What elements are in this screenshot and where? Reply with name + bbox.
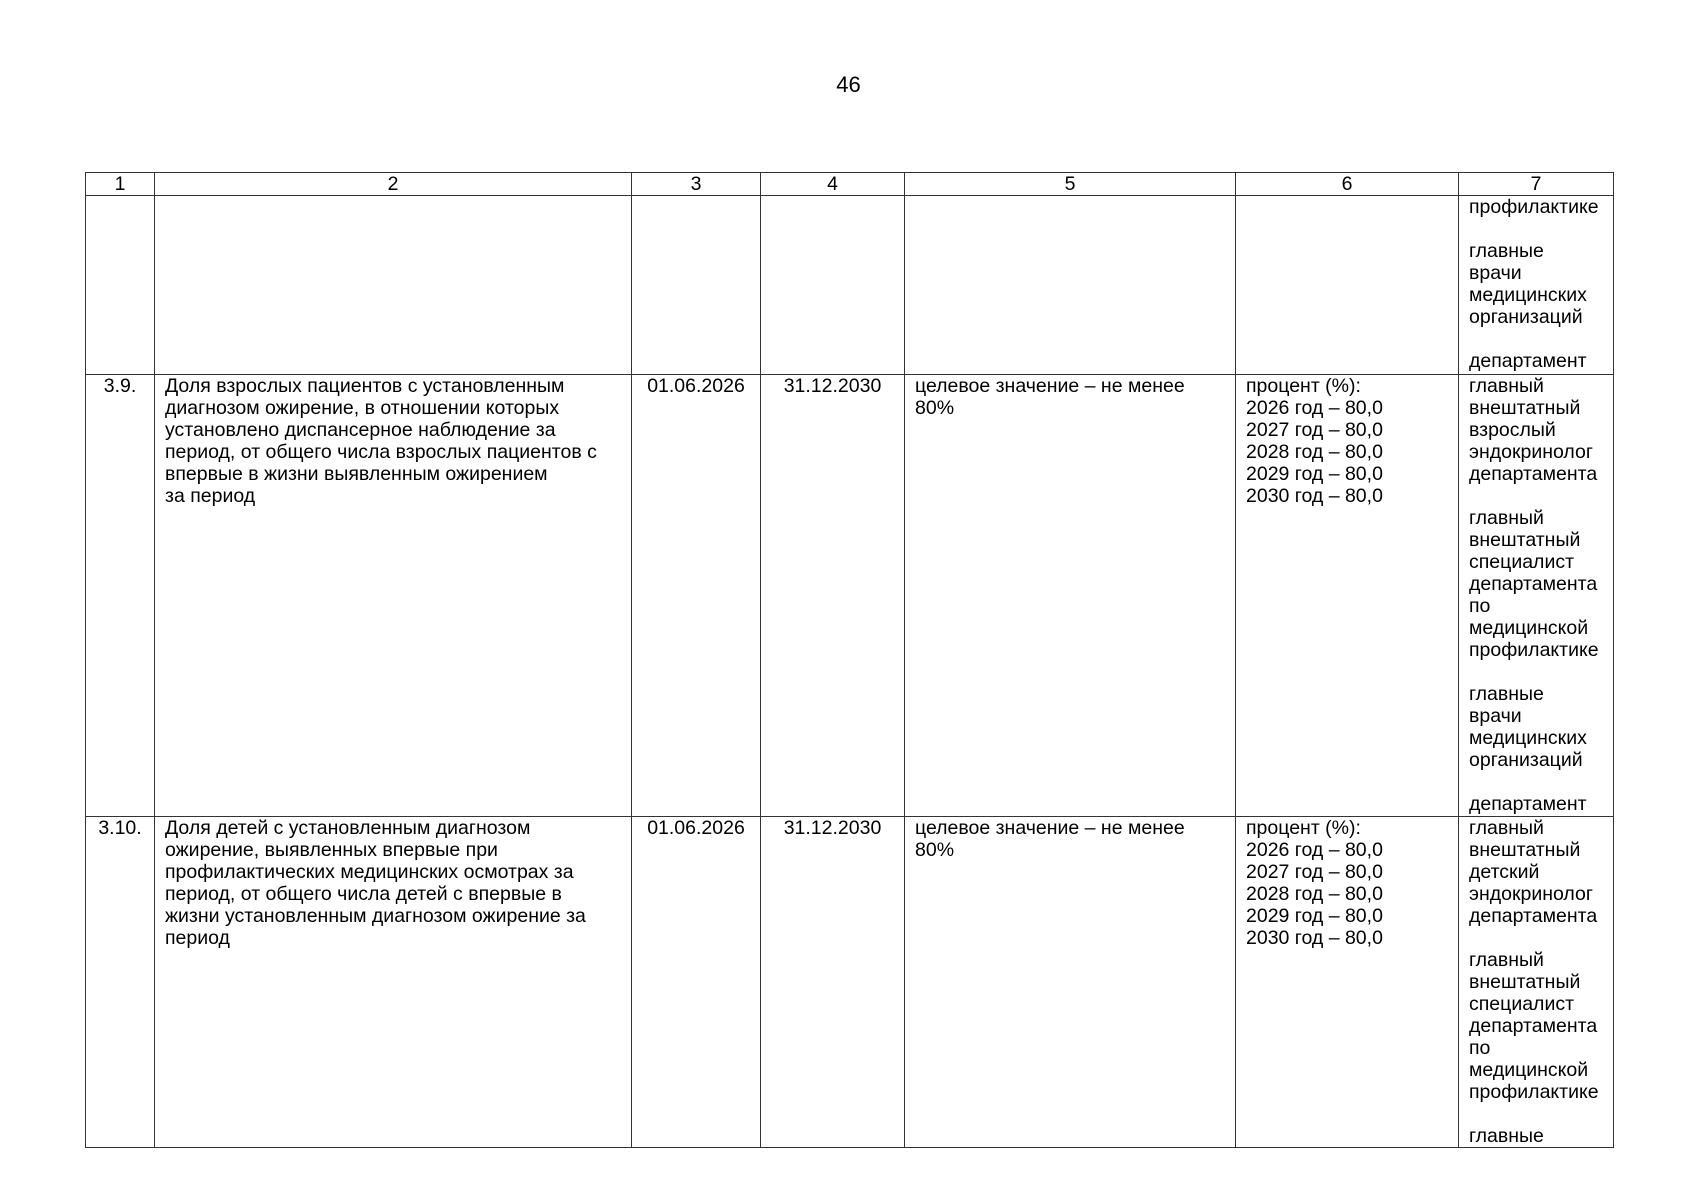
row-target-cell: [905, 817, 1236, 1148]
header-cell-4: 4: [761, 173, 905, 196]
desc-line: установлено диспансерное наблюдение за: [165, 419, 556, 441]
cont-desc-cell: [155, 196, 632, 375]
header-cell-2: 2: [155, 173, 632, 196]
resp-line: главные: [1469, 240, 1544, 262]
value-line: процент (%):: [1246, 375, 1361, 397]
desc-line: период: [165, 927, 230, 949]
resp-line: врачи: [1469, 262, 1522, 284]
resp-line: детский: [1469, 861, 1540, 883]
target-line: 80%: [915, 839, 955, 861]
desc-line: период, от общего числа взрослых пациентов с: [165, 441, 597, 463]
desc-line: за период: [165, 485, 256, 507]
header-cell-5: 5: [905, 173, 1236, 196]
resp-line: специалист: [1469, 551, 1575, 573]
table-row-3-10: [86, 817, 1614, 1148]
value-line: 2027 год – 80,0: [1246, 419, 1383, 441]
page-number: 46: [836, 72, 861, 97]
value-line: 2029 год – 80,0: [1246, 905, 1383, 927]
resp-line: главный: [1469, 375, 1544, 397]
resp-line: департамента: [1469, 463, 1598, 485]
resp-line: по: [1469, 595, 1491, 617]
resp-line: эндокринолог: [1469, 883, 1593, 905]
row-values-cell: [1236, 817, 1459, 1148]
resp-line: главный: [1469, 507, 1544, 529]
value-line: 2027 год – 80,0: [1246, 861, 1383, 883]
resp-line: врачи: [1469, 705, 1522, 727]
resp-line: внештатный: [1469, 971, 1581, 993]
resp-line: главный: [1469, 817, 1544, 839]
row-description-cell: [155, 375, 632, 817]
resp-line: медицинских: [1469, 727, 1587, 749]
resp-line: внештатный: [1469, 397, 1581, 419]
row-responsible-cell: [1459, 817, 1614, 1148]
header-cell-3: 3: [632, 173, 761, 196]
row-num-cell: 3.9.: [86, 375, 155, 817]
resp-line: эндокринолог: [1469, 441, 1593, 463]
resp-line: главные: [1469, 1125, 1544, 1147]
cont-end-cell: [761, 196, 905, 375]
cont-target-cell: [905, 196, 1236, 375]
value-line: 2029 год – 80,0: [1246, 463, 1383, 485]
cont-values-cell: [1236, 196, 1459, 375]
row-end-date-cell: 31.12.2030: [761, 375, 905, 817]
resp-line: специалист: [1469, 993, 1575, 1015]
desc-line: жизни установленным диагнозом ожирение за: [165, 905, 586, 927]
resp-line: профилактике: [1469, 196, 1599, 218]
cont-num-cell: [86, 196, 155, 375]
target-line: целевое значение – не менее: [915, 375, 1185, 397]
value-line: 2030 год – 80,0: [1246, 927, 1383, 949]
row-values-cell: [1236, 375, 1459, 817]
desc-line: профилактических медицинских осмотрах за: [165, 861, 574, 883]
resp-line: медицинских: [1469, 284, 1587, 306]
header-cell-7: 7: [1459, 173, 1614, 196]
desc-line: впервые в жизни выявленным ожирением: [165, 463, 548, 485]
resp-line: профилактике: [1469, 1081, 1599, 1103]
row-description-cell: [155, 817, 632, 1148]
row-start-date-cell: 01.06.2026: [632, 817, 761, 1148]
value-line: 2026 год – 80,0: [1246, 839, 1383, 861]
table-row-continuation: [86, 196, 1614, 375]
resp-line: медицинской: [1469, 617, 1589, 639]
resp-line: департамент: [1469, 350, 1587, 372]
header-cell-1: 1: [86, 173, 155, 196]
row-start-date-cell: 01.06.2026: [632, 375, 761, 817]
value-line: 2026 год – 80,0: [1246, 397, 1383, 419]
desc-line: ожирение, выявленных впервые при: [165, 839, 498, 861]
cont-start-cell: [632, 196, 761, 375]
resp-line: организаций: [1469, 749, 1583, 771]
table-row-3-9: [86, 375, 1614, 817]
target-line: 80%: [915, 397, 955, 419]
row-end-date-cell: 31.12.2030: [761, 817, 905, 1148]
value-line: 2030 год – 80,0: [1246, 485, 1383, 507]
header-row: [86, 173, 1614, 196]
desc-line: диагнозом ожирение, в отношении которых: [165, 397, 560, 419]
value-line: 2028 год – 80,0: [1246, 441, 1383, 463]
document-table: [85, 172, 1614, 1148]
target-line: целевое значение – не менее: [915, 817, 1185, 839]
cont-responsible-cell: [1459, 196, 1614, 375]
resp-line: медицинской: [1469, 1059, 1589, 1081]
value-line: процент (%):: [1246, 817, 1361, 839]
resp-line: организаций: [1469, 306, 1583, 328]
resp-line: главные: [1469, 683, 1544, 705]
row-target-cell: [905, 375, 1236, 817]
resp-line: взрослый: [1469, 419, 1556, 441]
header-cell-6: 6: [1236, 173, 1459, 196]
resp-line: департамента: [1469, 905, 1598, 927]
desc-line: Доля детей с установленным диагнозом: [165, 817, 531, 839]
resp-line: департамент: [1469, 793, 1587, 815]
resp-line: внештатный: [1469, 839, 1581, 861]
value-line: 2028 год – 80,0: [1246, 883, 1383, 905]
resp-line: департамента: [1469, 573, 1598, 595]
resp-line: главный: [1469, 949, 1544, 971]
desc-line: период, от общего числа детей с впервые в: [165, 883, 562, 905]
resp-line: департамента: [1469, 1015, 1598, 1037]
row-responsible-cell: [1459, 375, 1614, 817]
resp-line: внештатный: [1469, 529, 1581, 551]
resp-line: профилактике: [1469, 639, 1599, 661]
row-num-cell: 3.10.: [86, 817, 155, 1148]
resp-line: по: [1469, 1037, 1491, 1059]
desc-line: Доля взрослых пациентов с установленным: [165, 375, 565, 397]
